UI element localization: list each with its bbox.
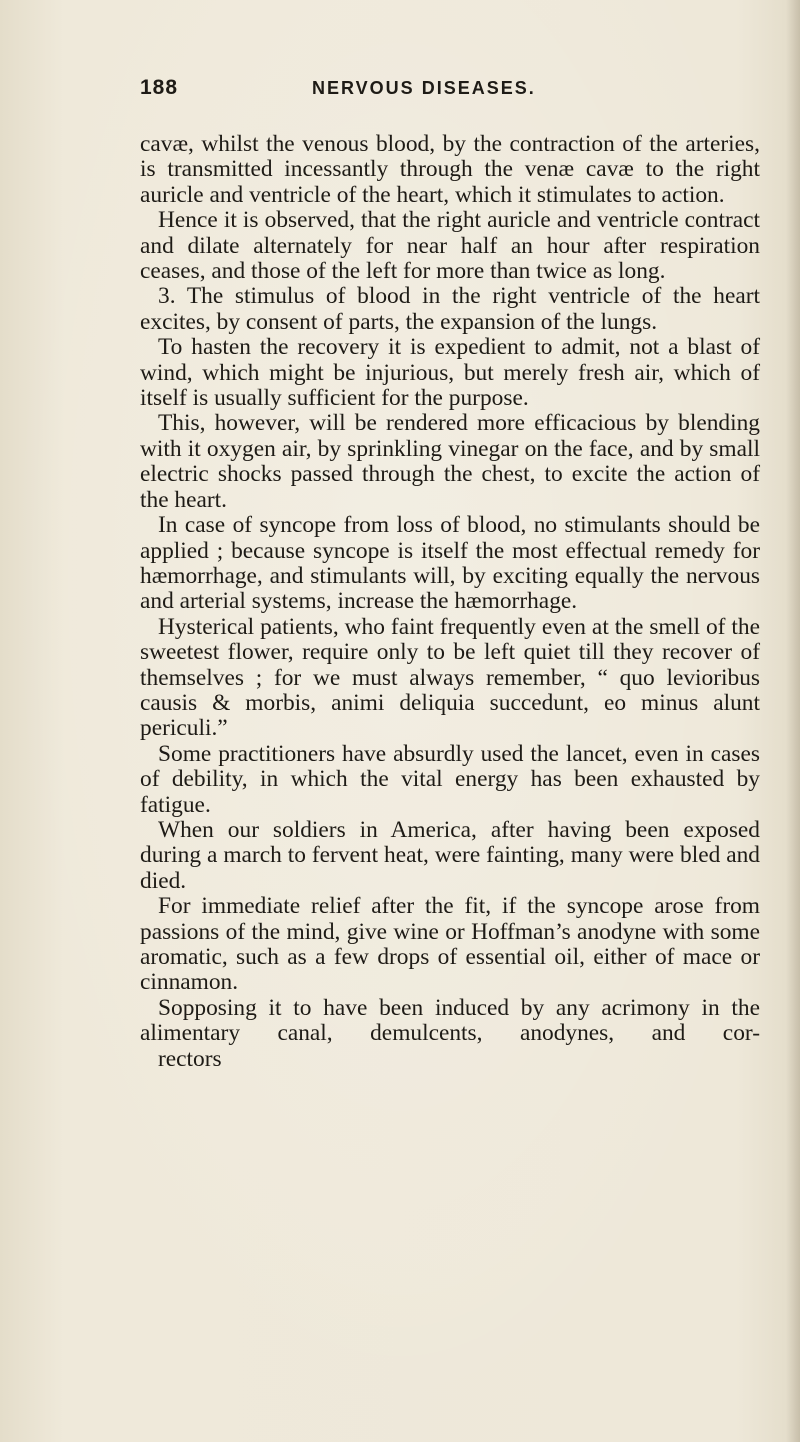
paragraph-continued: cavæ, whilst the venous blood, by the contraction of the arteries, is transmitted incessantly through the venæ cavæ to the right auricle and ventricle of the heart, which it stimulates to action.	[140, 131, 760, 208]
paragraph: In case of syncope from loss of blood, no stimulants should be applied ; because syncope is itself the most effectual remedy for hæmorrhage, and stimulants will, by exciting equally the nervous and arterial systems, increase the hæmorrhage.	[140, 512, 760, 615]
paragraph: When our soldiers in America, after having been exposed during a march to fervent heat, were fainting, many were bled and died.	[140, 816, 760, 894]
page-number: 188	[140, 76, 179, 99]
paragraph: Hence it is observed, that the right auricle and ventricle contract and dilate alternately for near half an hour after respiration ceases, and those of the left for more than twice as long.	[140, 207, 760, 285]
paragraph: Some practitioners have absurdly used the lancet, even in cases of debility, in which the vital energy has been exhausted by fatigue.	[140, 740, 760, 818]
paragraph: This, however, will be rendered more efficacious by blending with it oxygen air, by sprinkling vinegar on the face, and by small electric shocks passed through the chest, to excite the action of the heart.	[140, 410, 760, 513]
running-head: NERVOUS DISEASES.	[312, 78, 536, 98]
page-header	[140, 76, 760, 106]
paragraph: To hasten the recovery it is expedient to admit, not a blast of wind, which might be injurious, but merely fresh air, which of itself is usually sufficient for the purpose.	[140, 334, 760, 412]
paragraph-numbered: 3. The stimulus of blood in the right ventricle of the heart excites, by consent of parts, the expansion of the lungs.	[140, 283, 760, 335]
paragraph-with-quotation: Hysterical patients, who faint frequently even at the smell of the sweetest flower, require only to be left quiet till they recover of themselves ; for we must always remember, “ quo levioribus causis & morbis, animi deliquia succedunt, eo minus alunt periculi.”	[140, 613, 760, 742]
catchword: rectors	[158, 1045, 222, 1072]
body-text	[140, 132, 760, 1072]
page-edge-shadow	[786, 0, 800, 1442]
paragraph-last: Sopposing it to have been induced by any acrimony in the alimentary canal, demulcents, anodynes, and cor-	[140, 994, 760, 1047]
paragraph: For immediate relief after the fit, if the syncope arose from passions of the mind, give wine or Hoffman’s anodyne with some aromatic, such as a few drops of essential oil, either of mace or cinnamon.	[140, 893, 760, 996]
